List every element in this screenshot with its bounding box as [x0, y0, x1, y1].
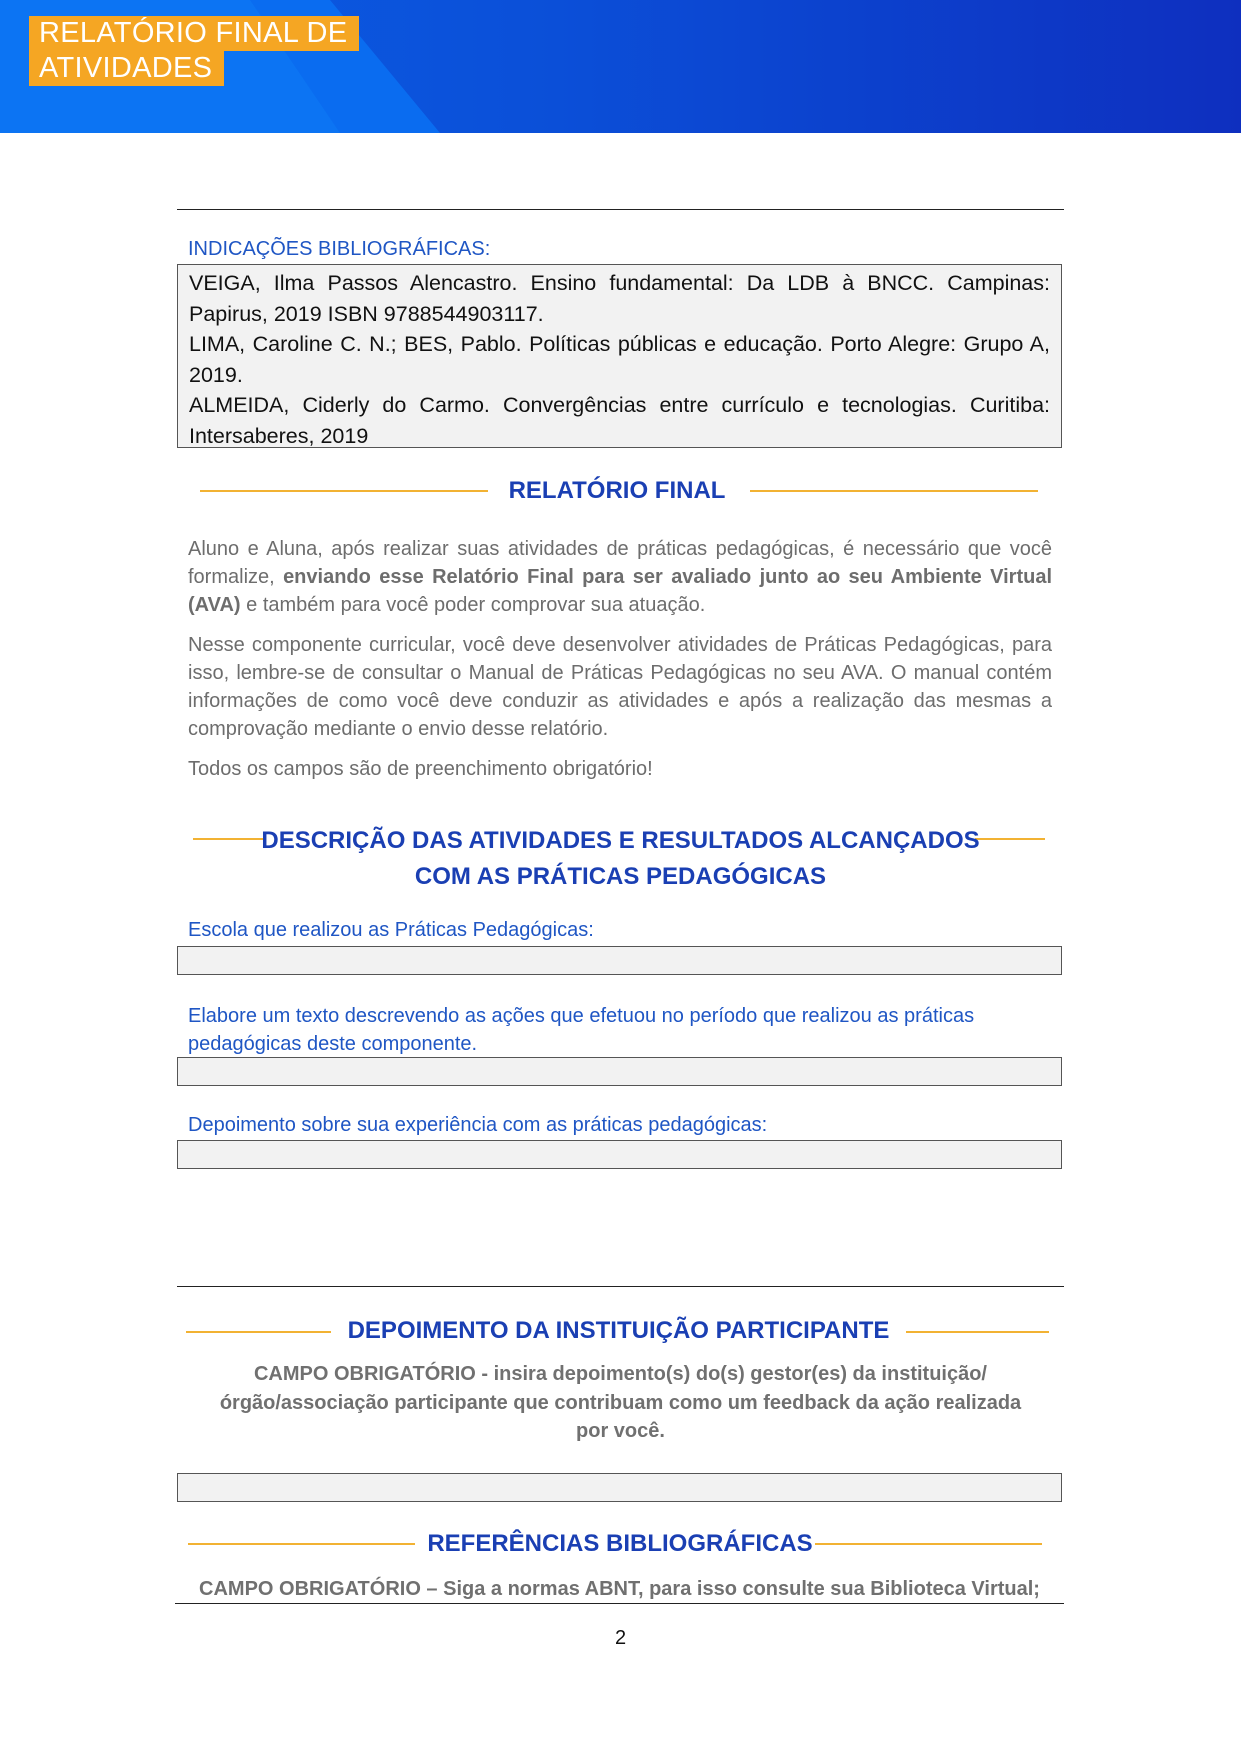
testimony-field[interactable] — [177, 1140, 1062, 1169]
bibliography-box — [177, 264, 1062, 448]
institution-instructions: CAMPO OBRIGATÓRIO - insira depoimento(s) do(s) gestor(es) da instituição/órgão/associação participante que contribuam como um feedback da ação realizada por você. — [219, 1363, 1022, 1442]
institution-title: DEPOIMENTO DA INSTITUIÇÃO PARTICIPANTE — [347, 1317, 890, 1344]
activities-title-line-1: DESCRIÇÃO DAS ATIVIDADES E RESULTADOS ALCANÇADOS — [261, 827, 980, 854]
final-report-paragraph-2: Nesse componente curricular, você deve desenvolver atividades de Práticas Pedagógicas, para isso, lembre-se de consultar o Manual de Práticas Pedagógicas no seu AVA. O manual contém informações de como você deve conduzir as atividades e após a realização das mesmas a comprovação mediante o envio desse relatório. — [188, 634, 1052, 740]
final-report-paragraph-3: Todos os campos são de preenchimento obrigatório! — [188, 758, 653, 780]
bottom-divider — [175, 1603, 1064, 1604]
actions-field[interactable] — [177, 1057, 1062, 1086]
top-divider — [177, 209, 1064, 210]
activities-title-line-2: COM AS PRÁTICAS PEDAGÓGICAS — [414, 863, 827, 890]
header-banner — [0, 0, 1241, 133]
school-field[interactable] — [177, 946, 1062, 975]
bibliography-label: INDICAÇÕES BIBLIOGRÁFICAS: — [188, 238, 491, 260]
section-divider — [177, 1286, 1064, 1287]
institution-field[interactable] — [177, 1473, 1062, 1502]
gold-line-left — [200, 490, 488, 492]
school-label: Escola que realizou as Práticas Pedagógicas: — [188, 919, 594, 941]
gold-line-left — [186, 1331, 331, 1333]
p1-end: e também para você poder comprovar sua atuação. — [240, 594, 706, 616]
references-title: REFERÊNCIAS BIBLIOGRÁFICAS — [427, 1530, 813, 1557]
page-number: 2 — [614, 1627, 627, 1649]
gold-line-right — [815, 1543, 1042, 1545]
logo-line-2: ATIVIDADES — [29, 51, 224, 86]
final-report-paragraph-1 — [188, 535, 1052, 619]
gold-line-right — [906, 1331, 1049, 1333]
report-logo — [29, 16, 359, 86]
final-report-title: RELATÓRIO FINAL — [508, 477, 726, 504]
bibliography-entry: VEIGA, Ilma Passos Alencastro. Ensino fundamental: Da LDB à BNCC. Campinas: Papirus, 2019 ISBN 9788544903117. — [189, 271, 1050, 326]
activities-title — [200, 823, 1041, 895]
actions-label: Elabore um texto descrevendo as ações que efetuou no período que realizou as práticas pedagógicas deste componente. — [188, 1005, 975, 1055]
bibliography-entry: LIMA, Caroline C. N.; BES, Pablo. Políticas públicas e educação. Porto Alegre: Grupo A, 2019. — [189, 332, 1050, 387]
p1-start: Aluno e Aluna, após realizar suas atividades de práticas pedagógicas, é necessário que você formalize, — [188, 538, 1052, 588]
bibliography-entry: ALMEIDA, Ciderly do Carmo. Convergências entre currículo e tecnologias. Curitiba: Intersaberes, 2019 — [189, 393, 1050, 448]
final-report-body — [188, 535, 1052, 795]
references-instructions: CAMPO OBRIGATÓRIO – Siga a normas ABNT, para isso consulte sua Biblioteca Virtual; — [199, 1578, 1040, 1600]
p1-bold: enviando esse Relatório Final para ser avaliado junto ao seu Ambiente Virtual (AVA) — [188, 566, 1052, 616]
gold-line-right — [750, 490, 1038, 492]
testimony-label: Depoimento sobre sua experiência com as práticas pedagógicas: — [188, 1114, 768, 1136]
logo-line-1: RELATÓRIO FINAL DE — [29, 16, 359, 51]
gold-line-left — [188, 1543, 415, 1545]
